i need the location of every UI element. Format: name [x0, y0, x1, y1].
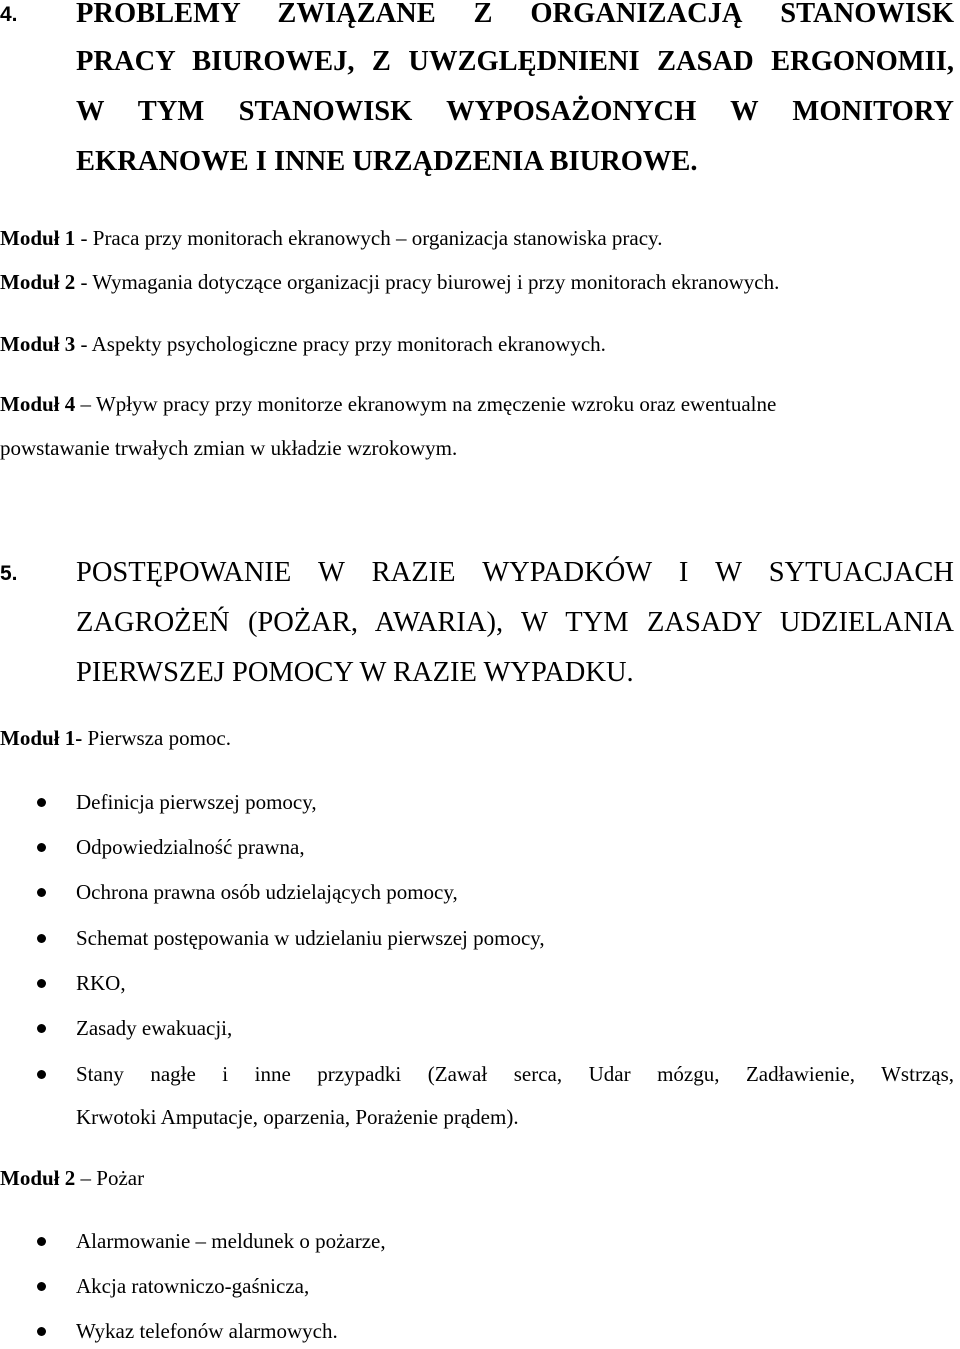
bullet-icon [37, 1327, 46, 1336]
module-text: - Wymagania dotyczące organizacji pracy biurowej i przy monitorach ekranowych. [75, 270, 780, 294]
list-item-continuation: Krwotoki Amputacje, oparzenia, Porażenie prądem). [76, 1105, 519, 1129]
bullet-icon [37, 979, 46, 988]
module-label: Moduł 2 [0, 1166, 76, 1190]
list-item: Schemat postępowania w udzielaniu pierwszej pomocy, [76, 926, 545, 950]
section-4-title-line: PROBLEMY ZWIĄZANE Z ORGANIZACJĄ STANOWISK [76, 0, 954, 29]
bullet-icon [37, 934, 46, 943]
list-item: Definicja pierwszej pomocy, [76, 790, 317, 814]
module-label: Moduł 4 [0, 392, 76, 416]
module-label: Moduł 1- [0, 726, 83, 750]
list-item: RKO, [76, 971, 126, 995]
bullet-icon [37, 843, 46, 852]
module-label: Moduł 2 [0, 270, 76, 294]
module-label: Moduł 3 [0, 332, 76, 356]
bullet-icon [37, 1282, 46, 1291]
module-label: Moduł 1 [0, 226, 76, 250]
list-item: Akcja ratowniczo-gaśnicza, [76, 1274, 310, 1298]
module-text: - Praca przy monitorach ekranowych – organizacja stanowiska pracy. [75, 226, 663, 250]
section-5-title-line: ZAGROŻEŃ (POŻAR, AWARIA), W TYM ZASADY UDZIELANIA [76, 607, 954, 638]
bullet-icon [37, 798, 46, 807]
bullet-icon [37, 888, 46, 897]
bullet-icon [37, 1237, 46, 1246]
section-5-number: 5. [0, 562, 18, 585]
section-5-title-line: POSTĘPOWANIE W RAZIE WYPADKÓW I W SYTUACJACH [76, 557, 954, 588]
bullet-icon [37, 1070, 46, 1079]
list-item: Stany nagłe i inne przypadki (Zawał serca, Udar mózgu, Zadławienie, Wstrząs, [76, 1062, 954, 1086]
module-text: – Wpływ pracy przy monitorze ekranowym na zmęczenie wzroku oraz ewentualne [75, 392, 777, 416]
section-4-title-line: PRACY BIUROWEJ, Z UWZGLĘDNIENI ZASAD ERGONOMII, [76, 46, 954, 77]
section-4-title-line: W TYM STANOWISK WYPOSAŻONYCH W MONITORY [76, 96, 954, 127]
module-line [0, 394, 776, 415]
module-line [0, 228, 662, 249]
section-4-title-line: EKRANOWE I INNE URZĄDZENIA BIUROWE. [76, 146, 698, 177]
list-item: Wykaz telefonów alarmowych. [76, 1319, 338, 1343]
module-line [0, 728, 231, 749]
list-item: Odpowiedzialność prawna, [76, 835, 305, 859]
bullet-icon [37, 1024, 46, 1033]
module-line [0, 272, 779, 293]
list-item: Ochrona prawna osób udzielających pomocy, [76, 880, 458, 904]
module-text: – Pożar [75, 1166, 145, 1190]
section-4-number: 4. [0, 3, 18, 26]
module-line [0, 334, 606, 355]
section-5-title-line: PIERWSZEJ POMOCY W RAZIE WYPADKU. [76, 657, 634, 688]
module-continuation: powstawanie trwałych zmian w układzie wzrokowym. [0, 436, 458, 460]
list-item: Alarmowanie – meldunek o pożarze, [76, 1229, 386, 1253]
module-text: Pierwsza pomoc. [82, 726, 231, 750]
list-item: Zasady ewakuacji, [76, 1016, 233, 1040]
module-line [0, 1168, 144, 1189]
module-text: - Aspekty psychologiczne pracy przy monitorach ekranowych. [75, 332, 606, 356]
